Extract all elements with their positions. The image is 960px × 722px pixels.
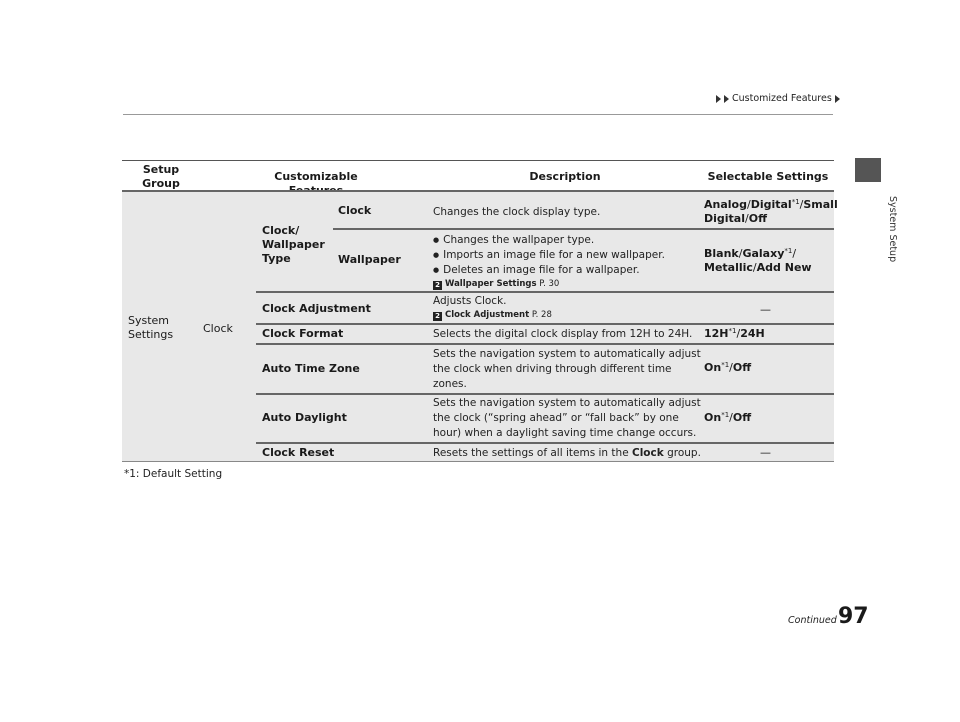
subgroup-label: Clock bbox=[203, 322, 233, 335]
row-divider bbox=[256, 442, 834, 444]
header-divider bbox=[123, 114, 833, 115]
feature-clock: Clock bbox=[338, 204, 372, 217]
section-side-label: System Setup bbox=[887, 196, 898, 263]
settings-auto-daylight: On$^{*1}$/Off bbox=[704, 411, 752, 424]
settings-clock-format: $12H^{*1}/24H$ bbox=[704, 327, 765, 340]
arrow-right-icon bbox=[835, 95, 840, 103]
settings-clock-adjustment: — bbox=[760, 303, 771, 316]
section-tab bbox=[855, 158, 881, 182]
desc-clock: Changes the clock display type. bbox=[433, 206, 601, 218]
list-item: ● Deletes an image file for a wallpaper. bbox=[433, 263, 693, 278]
col-header-description: Description bbox=[529, 170, 601, 183]
row-divider bbox=[333, 228, 834, 230]
desc-clock-reset: Resets the settings of all items in the Clock group. bbox=[433, 447, 701, 459]
feature-wallpaper: Wallpaper bbox=[338, 253, 401, 266]
cross-reference[interactable]: 2 Clock Adjustment P. 28 bbox=[433, 309, 693, 321]
table-bottom-rule bbox=[122, 461, 834, 462]
list-item: ● Changes the wallpaper type. bbox=[433, 233, 693, 248]
row-divider bbox=[256, 291, 834, 293]
row-divider bbox=[256, 323, 834, 325]
group-label: System Settings bbox=[128, 314, 174, 341]
desc-clock-adjustment: Adjusts Clock. 2 Clock Adjustment P. 28 bbox=[433, 294, 693, 321]
arrow-right-icon bbox=[716, 95, 721, 103]
col-header-group: Setup Group bbox=[142, 163, 180, 190]
continued-label: Continued bbox=[788, 615, 837, 626]
arrow-right-icon bbox=[724, 95, 729, 103]
row-divider bbox=[256, 393, 834, 395]
feature-clock-format: Clock Format bbox=[262, 327, 344, 340]
desc-wallpaper bbox=[433, 233, 693, 290]
col-header-settings: Selectable Settings bbox=[707, 170, 829, 183]
cross-reference[interactable]: 2 Wallpaper Settings P. 30 bbox=[433, 278, 693, 290]
breadcrumb-label[interactable]: Customized Features bbox=[732, 93, 832, 104]
settings-wallpaper: Blank/Galaxy$^{*1}$/ Metallic/Add New bbox=[704, 247, 812, 274]
list-item: ● Imports an image file for a new wallpaper. bbox=[433, 248, 693, 263]
desc-auto-daylight: Sets the navigation system to automatically adjust the clock (“spring ahead” or “fall back” by one hour) when a daylight saving time change occurs. bbox=[433, 397, 701, 439]
desc-auto-time-zone: Sets the navigation system to automatically adjust the clock when driving through different time zones. bbox=[433, 348, 701, 390]
col-header-features: Customizable bbox=[274, 170, 358, 183]
row-divider bbox=[256, 343, 834, 345]
settings-auto-time-zone: On$^{*1}$/Off bbox=[704, 361, 752, 374]
reference-arrow-icon: 2 bbox=[433, 281, 442, 290]
footnote: *1: Default Setting bbox=[124, 468, 223, 480]
settings-clock: Analog/Digital$^{*1}$/Small Digital/Off bbox=[704, 198, 838, 225]
desc-clock-format: Selects the digital clock display from 12H to 24H. bbox=[433, 328, 693, 340]
table-header-divider bbox=[122, 160, 834, 161]
breadcrumb bbox=[716, 93, 840, 104]
feature-clock-adjustment: Clock Adjustment bbox=[262, 302, 371, 315]
feature-auto-time-zone: Auto Time Zone bbox=[262, 362, 360, 375]
reference-arrow-icon: 2 bbox=[433, 312, 442, 321]
settings-clock-reset: — bbox=[760, 446, 771, 459]
page-number: 97 bbox=[838, 604, 869, 629]
feature-clock-reset: Clock Reset bbox=[262, 446, 335, 459]
feature-auto-daylight: Auto Daylight bbox=[262, 411, 347, 424]
feature-clock-wallpaper-type: Clock/ Wallpaper Type bbox=[262, 224, 325, 265]
